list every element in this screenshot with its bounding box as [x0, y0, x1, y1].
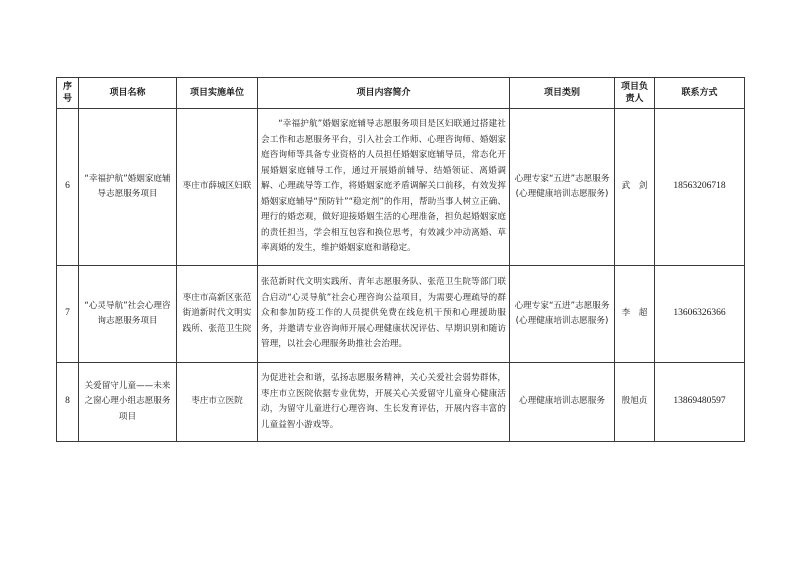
header-unit: 项目实施单位	[177, 78, 258, 109]
row-content	[258, 266, 510, 363]
row-contact: 18563206718	[655, 109, 745, 266]
row-content	[258, 363, 510, 442]
row-category: 心理专家“五进”志愿服务(心理健康培训志愿服务)	[510, 109, 615, 266]
header-category: 项目类别	[510, 78, 615, 109]
table-row	[57, 266, 745, 363]
row-content-text: “幸福护航”婚姻家庭辅导志愿服务项目是区妇联通过搭建社会工作和志愿服务平台，引入社会工作师、心理咨询师、婚姻家庭咨询师等具备专业资格的人员担任婚姻家庭辅导员，常态化开展婚姻家庭辅导工作，通过开展婚前辅导、结婚领证、离婚调解、心理疏导等工作，将婚姻家庭矛盾调解关口前移，有效发挥婚姻家庭辅导“预防针”“稳定剂”的作用，帮助当事人树立正确、理行的婚恋观，做好迎接婚姻生活的心理准备，担负起婚姻家庭的责任担当，学会相互包容和换位思考，有效减少冲动离婚、草率离婚的发生，维护婚姻家庭和谐稳定。	[261, 119, 506, 254]
row-unit: 枣庄市薛城区妇联	[177, 109, 258, 266]
row-content	[258, 109, 510, 266]
header-name: 项目名称	[79, 78, 177, 109]
row-content-text: 为促进社会和谐，弘扬志愿服务精神，关心关爱社会弱势群体，枣庄市立医院依据专业优势，开展关心关爱留守儿童身心健康活动，为留守儿童进行心理咨询、生长发育评估，开展内容丰富的儿童益智小游戏等。	[261, 373, 506, 430]
row-name: “心灵导航”社会心理咨询志愿服务项目	[79, 266, 177, 363]
row-contact: 13869480597	[655, 363, 745, 442]
volunteer-projects-table	[56, 77, 745, 442]
row-no: 8	[57, 363, 79, 442]
row-unit: 枣庄市高新区张范街道新时代文明实践所、张范卫生院	[177, 266, 258, 363]
table-header-row	[57, 78, 745, 109]
row-leader: 李 超	[615, 266, 655, 363]
header-leader-text: 项目负责人	[621, 82, 649, 104]
header-contact: 联系方式	[655, 78, 745, 109]
header-content: 项目内容简介	[258, 78, 510, 109]
row-no: 7	[57, 266, 79, 363]
header-no: 序号	[57, 78, 79, 109]
header-leader	[615, 78, 655, 109]
row-leader: 武 剑	[615, 109, 655, 266]
row-content-text: 张范新时代文明实践所、青年志愿服务队、张范卫生院等部门联合启动“心灵导航”社会心理咨询公益项目，为需要心理疏导的群众和参加防疫工作的人员提供免费在线危机干预和心理援助服务，并邀请专业咨询师开展心理健康状况评估、早期识别和随访管理，以社会心理服务助推社会治理。	[261, 277, 506, 350]
row-contact: 13606326366	[655, 266, 745, 363]
row-unit: 枣庄市立医院	[177, 363, 258, 442]
row-leader: 殷旭贞	[615, 363, 655, 442]
row-name: “幸福护航”婚姻家庭辅导志愿服务项目	[79, 109, 177, 266]
table-row	[57, 363, 745, 442]
row-category: 心理专家“五进”志愿服务(心理健康培训志愿服务)	[510, 266, 615, 363]
table-row	[57, 109, 745, 266]
row-category: 心理健康培训志愿服务	[510, 363, 615, 442]
row-name: 关爱留守儿童——未来之窗心理小组志愿服务项目	[79, 363, 177, 442]
row-no: 6	[57, 109, 79, 266]
